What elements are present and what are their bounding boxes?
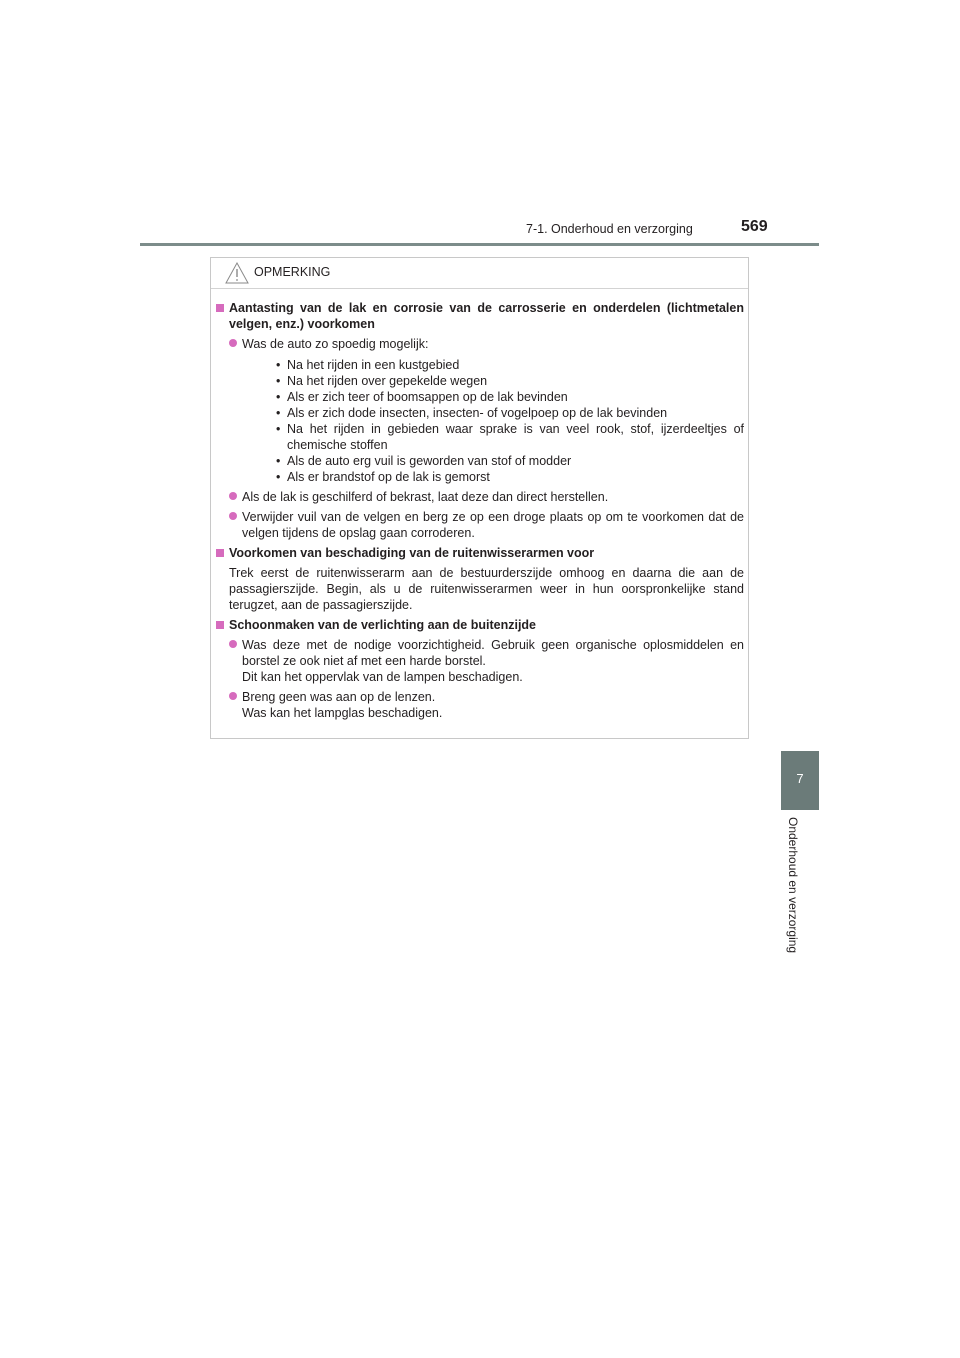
- header-rule: [140, 243, 819, 246]
- page-number: 569: [741, 218, 768, 235]
- chapter-side-label: Onderhoud en verzorging: [786, 817, 800, 954]
- sub-list-item: • Als er zich dode insecten, insecten- of vogelpoep op de lak bevinden: [242, 405, 744, 421]
- section-heading: Voorkomen van beschadiging van de ruitenwisserarmen voor: [216, 545, 744, 561]
- round-bullet-icon: [229, 512, 237, 520]
- list-item: Verwijder vuil van de velgen en berg ze op een droge plaats op om te voorkomen dat de velgen tijdens de opslag gaan corroderen.: [216, 509, 744, 541]
- chapter-number: 7: [796, 771, 804, 786]
- round-bullet-icon: [229, 339, 237, 347]
- list-item: Was deze met de nodige voorzichtigheid. Gebruik geen organische oplosmiddelen en borstel ze ook niet af met een harde borstel. Dit kan het oppervlak van de lampen beschadigen.: [216, 637, 744, 685]
- sub-list-item: • Na het rijden in een kustgebied: [242, 357, 744, 373]
- square-bullet-icon: [216, 304, 224, 312]
- list-item: Als de lak is geschilferd of bekrast, laat deze dan direct herstellen.: [216, 489, 744, 505]
- sub-list-item: • Als er zich teer of boomsappen op de lak bevinden: [242, 389, 744, 405]
- section-paragraph: Trek eerst de ruitenwisserarm aan de bestuurderszijde omhoog en daarna die aan de passagierszijde. Begin, als u de ruitenwisserarmen weer in hun oorspronkelijke stand terugzet, aan de passagierszijde.: [229, 566, 744, 612]
- sub-list-item: • Als er brandstof op de lak is gemorst: [242, 469, 744, 485]
- list-item: Was de auto zo spoedig mogelijk: • Na het rijden in een kustgebied • Na het rijden over gepekelde wegen • Als er zich teer of boomsappen op de lak bevinden • Als er zich dode insecten, insecten- of vogelpoep op de lak bevinden • Na het rijden in gebieden waar sprake is van veel rook, stof, ijzerdeeltjes of chemische stoffen • Als de auto erg vuil is geworden van stof of modder • Als er brandstof op de lak is gemorst: [216, 336, 744, 485]
- notice-header: [211, 258, 748, 289]
- sub-list-item: • Na het rijden over gepekelde wegen: [242, 373, 744, 389]
- section-label: 7-1. Onderhoud en verzorging: [526, 222, 693, 236]
- round-bullet-icon: [229, 692, 237, 700]
- round-bullet-icon: [229, 640, 237, 648]
- section-heading: Schoonmaken van de verlichting aan de buitenzijde: [216, 617, 744, 633]
- list-item: Breng geen was aan op de lenzen. Was kan het lampglas beschadigen.: [216, 689, 744, 721]
- sub-list: [242, 357, 744, 485]
- square-bullet-icon: [216, 549, 224, 557]
- sub-list-item: • Na het rijden in gebieden waar sprake is van veel rook, stof, ijzerdeeltjes of chemische stoffen: [242, 421, 744, 453]
- notice-title: OPMERKING: [254, 265, 331, 279]
- round-bullet-icon: [229, 492, 237, 500]
- chapter-tab: [781, 751, 819, 810]
- section-heading: Aantasting van de lak en corrosie van de carrosserie en onderdelen (lichtmetalen velgen, enz.) voorkomen: [216, 300, 744, 332]
- warning-triangle-icon: [225, 262, 249, 289]
- notice-box: [210, 257, 749, 739]
- square-bullet-icon: [216, 621, 224, 629]
- sub-list-item: • Als de auto erg vuil is geworden van stof of modder: [242, 453, 744, 469]
- notice-body: [216, 300, 744, 725]
